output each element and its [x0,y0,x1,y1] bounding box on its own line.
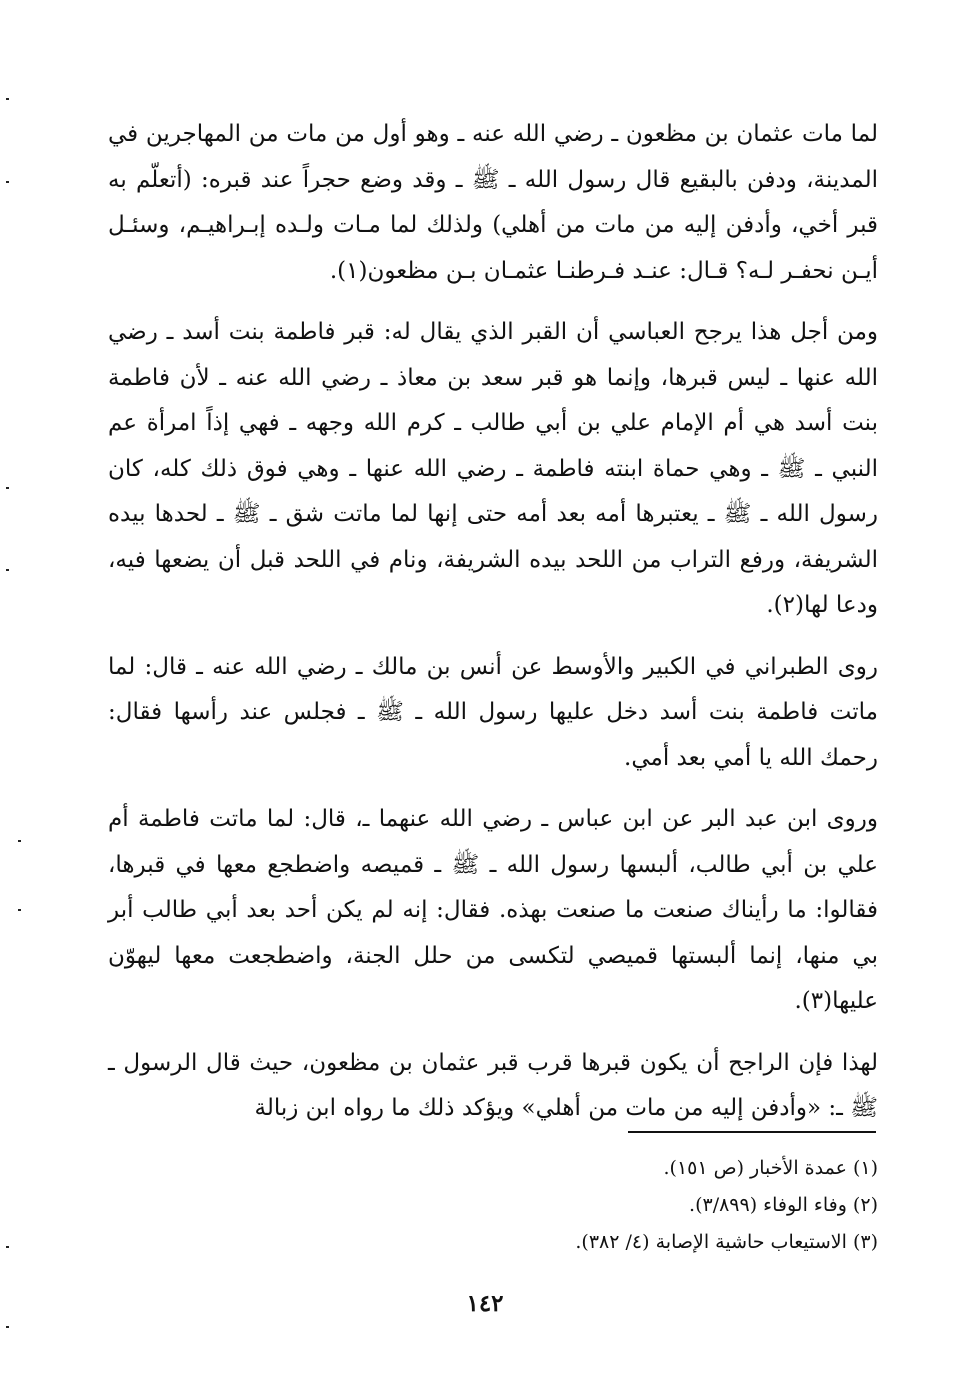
paragraph-1: لما مات عثمان بن مظعون ـ رضي الله عنه ـ وهو أول من مات من المهاجرين في المدينة، ودفن بالبقيع قال رسول الله ـ ﷺ ـ وقد وضع حجراً عند قبره: (أتعلّم به قبر أخي، وأدفن إليه من مات من أهلي) ولذلك لما مـات ولـده إبـراهيـم، وسئـل أيـن نحفـر لـه؟ قـال: عنـد فـرطنـا عثمـان بـن مظعون(١). [108,121,878,284]
footnote-divider [628,1131,876,1133]
page-number: ١٤٢ [466,1290,504,1317]
footnotes [400,1150,878,1261]
scan-mark [6,569,9,571]
scan-mark [6,1246,9,1248]
scan-mark [6,181,9,183]
footnote-1: (١) عمدة الأخبار (ص ١٥١). [663,1157,878,1179]
paragraph-5: لهذا فإن الراجح أن يكون قبرها قرب قبر عثمان بن مظعون، حيث قال الرسول ـ ﷺ ـ: «وأدفن إليه من مات من أهلي» ويؤكد ذلك ما رواه ابن زبالة [108,1049,878,1121]
footnote-3: (٣) الاستيعاب حاشية الإصابة (٤/ ٣٨٢). [575,1231,878,1253]
scan-mark [6,98,9,100]
paragraph-3: روى الطبراني في الكبير والأوسط عن أنس بن مالك ـ رضي الله عنه ـ قال: لما ماتت فاطمة بنت أسد دخل عليها رسول الله ـ ﷺ ـ فجلس عند رأسها فقال: رحمك الله يا أمي بعد أمي. [108,653,878,771]
paragraph-2: ومن أجل هذا يرجح العباسي أن القبر الذي يقال له: قبر فاطمة بنت أسد ـ رضي الله عنها ـ ليس قبرها، وإنما هو قبر سعد بن معاذ ـ رضي الله عنه ـ لأن فاطمة بنت أسد هي أم الإمام علي بن أبي طالب ـ كرم الله وجهه ـ فهي إذاً امرأة عم النبي ـ ﷺ ـ وهي حماة ابنته فاطمة ـ رضي الله عنها ـ وهي فوق ذلك كله، كان رسول الله ـ ﷺ ـ يعتبرها أمه بعد أمه حتى إنها لما ماتت شق ـ ﷺ ـ لحدها بيده الشريفة، ورفع التراب من اللحد بيده الشريفة، ونام في اللحد قبل أن يضعها فيه، ودعا لها(٢). [108,319,878,618]
footnote-2: (٢) وفاء الوفاء (٣/٨٩٩). [689,1194,878,1216]
scan-mark [18,840,21,842]
paragraph-4: وروى ابن عبد البر عن ابن عباس ـ رضي الله عنهما ـ، قال: لما ماتت فاطمة أم علي بن أبي طالب، ألبسها رسول الله ـ ﷺ ـ قميصه واضطجع معها في قبرها، فقالوا: ما رأيناك صنعت ما صنعت بهذه. فقال: إنه لم يكن أحد بعد أبي طالب أبر بي منها، إنما ألبستها قميصي لتكسى من حلل الجنة، واضطجعت معها ليهوّن عليها(٣). [108,806,878,1014]
scan-mark [6,1326,9,1328]
main-text [108,112,878,1132]
scan-mark [6,487,9,489]
scan-mark [18,909,21,911]
